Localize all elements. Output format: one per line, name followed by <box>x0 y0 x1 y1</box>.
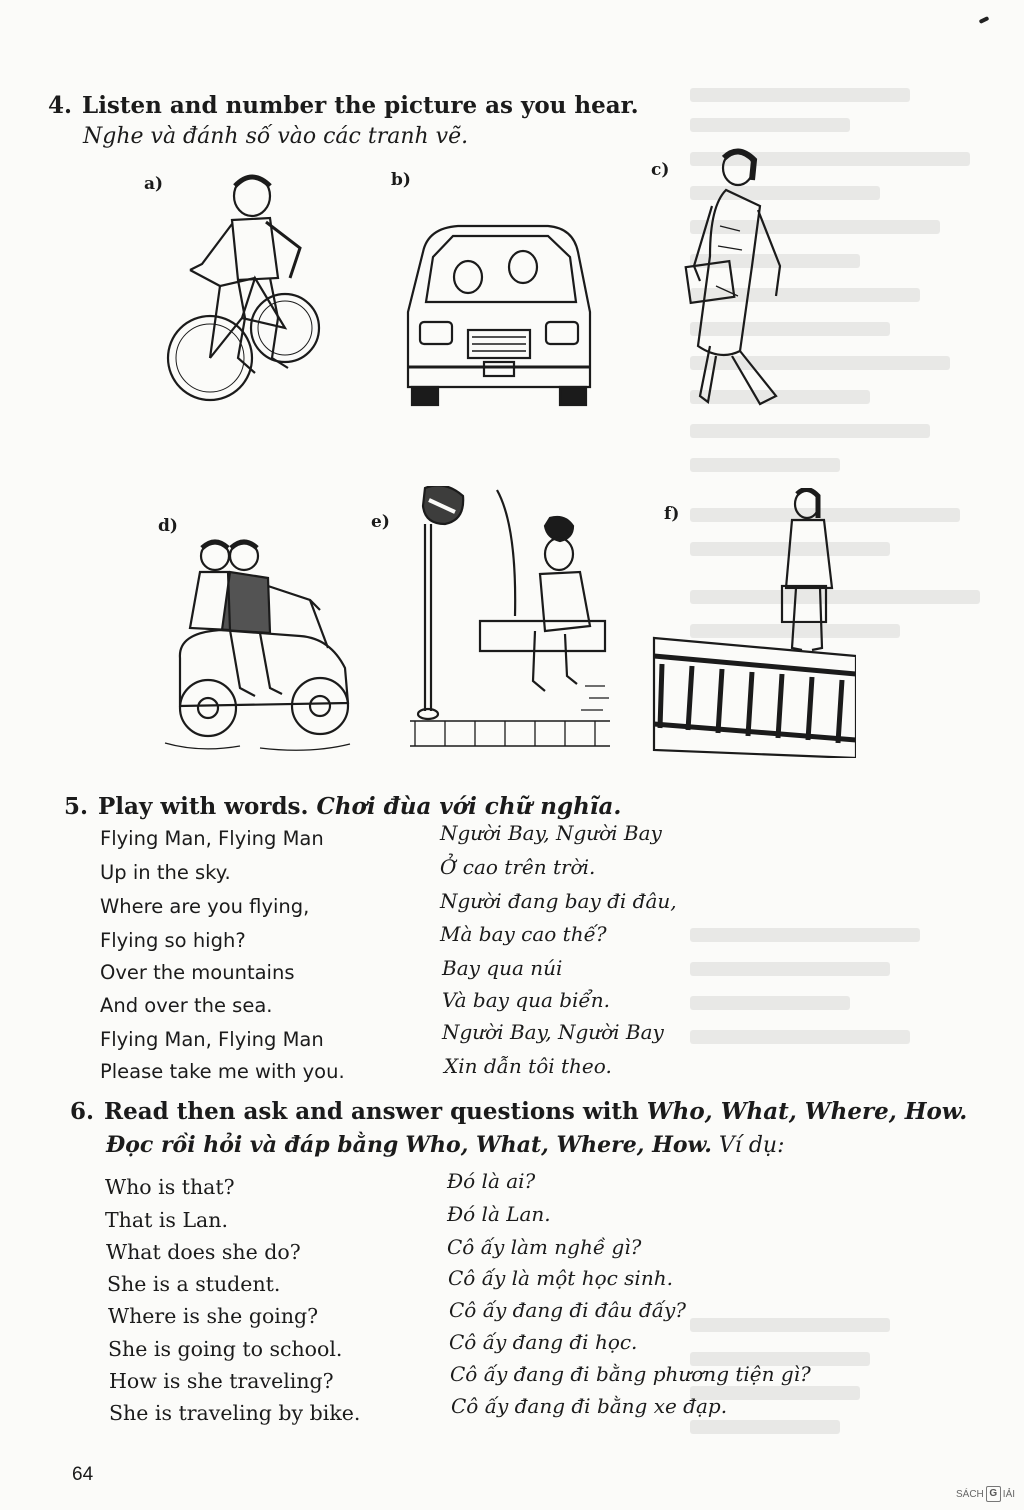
poem-line-vi: Người đang bay đi đâu, <box>440 889 677 913</box>
label-d: d) <box>158 516 178 536</box>
walking-woman-picture <box>680 146 810 416</box>
section6-heading <box>70 1098 967 1125</box>
railway-picture <box>652 488 856 758</box>
label-f: f) <box>664 504 680 524</box>
poem-line-en: And over the sea. <box>100 994 273 1017</box>
section4-heading <box>48 92 639 119</box>
poem-line-vi: Bay qua núi <box>442 956 563 980</box>
section6-sub-words: Who, What, Where, How. <box>405 1132 712 1158</box>
bicycle-picture <box>160 168 330 428</box>
section4-subtitle: Nghe và đánh số vào các tranh vẽ. <box>83 124 469 149</box>
poem-line-vi: Ở cao trên trời. <box>440 855 596 879</box>
poem-line-vi: Người Bay, Người Bay <box>442 1020 664 1044</box>
section5-title-vi: Chơi đùa với chữ nghĩa. <box>316 793 622 820</box>
qa-line-en: Where is she going? <box>108 1304 319 1328</box>
qa-line-vi: Cô ấy là một học sinh. <box>448 1266 673 1290</box>
qa-line-en: What does she do? <box>106 1240 301 1264</box>
page-number: 64 <box>72 1464 94 1485</box>
section6-title-words: Who, What, Where, How. <box>646 1098 968 1125</box>
qa-line-vi: Cô ấy làm nghề gì? <box>447 1235 642 1259</box>
label-c: c) <box>651 160 670 180</box>
qa-line-vi: Cô ấy đang đi bằng phương tiện gì? <box>450 1362 811 1386</box>
label-a: a) <box>144 174 164 194</box>
qa-line-en: She is a student. <box>107 1272 281 1296</box>
qa-line-vi: Cô ấy đang đi học. <box>449 1330 638 1354</box>
section6-title: Read then ask and answer questions with <box>104 1098 639 1125</box>
watermark-box: G <box>986 1486 1001 1502</box>
qa-line-vi: Cô ấy đang đi bằng xe đạp. <box>451 1394 728 1418</box>
qa-line-en: She is going to school. <box>108 1337 343 1361</box>
qa-line-vi: Đó là Lan. <box>447 1202 551 1226</box>
qa-line-en: She is traveling by bike. <box>109 1401 361 1425</box>
poem-line-en: Over the mountains <box>100 961 295 984</box>
section6-number: 6. <box>70 1098 95 1125</box>
qa-line-vi: Cô ấy đang đi đâu đấy? <box>449 1298 686 1322</box>
section5-heading <box>64 793 621 820</box>
motorbike-picture <box>160 538 360 770</box>
qa-line-vi: Đó là ai? <box>447 1169 536 1193</box>
label-e: e) <box>371 512 390 532</box>
poem-line-vi: Người Bay, Người Bay <box>440 821 662 845</box>
section6-sub-prefix: Đọc rồi hỏi và đáp bằng <box>106 1132 399 1158</box>
poem-line-vi: Xin dẫn tôi theo. <box>444 1054 612 1078</box>
poem-line-vi: Và bay qua biển. <box>442 988 610 1012</box>
poem-line-en: Flying Man, Flying Man <box>100 1028 324 1051</box>
qa-line-en: How is she traveling? <box>109 1369 334 1393</box>
poem-line-vi: Mà bay cao thế? <box>440 922 607 946</box>
poem-line-en: Flying Man, Flying Man <box>100 827 324 850</box>
poem-line-en: Where are you flying, <box>100 895 310 918</box>
section4-title: Listen and number the picture as you hear. <box>82 92 639 119</box>
section5-number: 5. <box>64 793 89 820</box>
label-b: b) <box>391 170 411 190</box>
section4-number: 4. <box>48 92 73 119</box>
section6-sub-suffix: Ví dụ: <box>718 1133 785 1158</box>
poem-line-en: Please take me with you. <box>100 1060 345 1083</box>
section5-title: Play with words. <box>98 793 309 820</box>
scan-mark <box>979 16 990 24</box>
poem-line-en: Up in the sky. <box>100 861 231 884</box>
watermark-right: IẢI <box>1002 1488 1016 1500</box>
section6-subtitle <box>106 1132 785 1158</box>
qa-line-en: Who is that? <box>105 1175 235 1199</box>
bus-stop-picture <box>405 486 615 766</box>
poem-line-en: Flying so high? <box>100 929 246 952</box>
qa-line-en: That is Lan. <box>105 1208 228 1232</box>
watermark-logo <box>956 1486 1015 1502</box>
car-picture <box>398 222 598 408</box>
watermark-left: SÁCH <box>956 1488 984 1500</box>
